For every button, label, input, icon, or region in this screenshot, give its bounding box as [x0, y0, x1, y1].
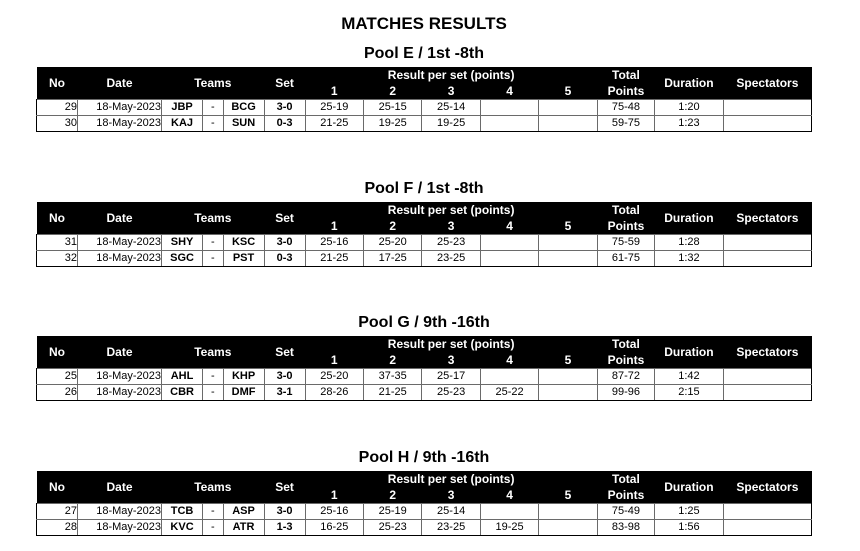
set-5-score	[539, 100, 597, 116]
header-set-1: 1	[305, 487, 363, 504]
header-set-5: 5	[539, 218, 597, 235]
pool-title: Pool F / 1st -8th	[364, 180, 484, 197]
results-table	[36, 67, 812, 132]
match-row	[37, 504, 812, 520]
header-duration: Duration	[655, 67, 724, 100]
header-set: Set	[264, 67, 305, 100]
home-team: CBR	[162, 385, 203, 401]
match-date: 18-May-2023	[78, 385, 162, 401]
match-duration: 1:28	[655, 235, 724, 251]
header-date: Date	[78, 336, 162, 369]
header-set-3: 3	[422, 218, 480, 235]
header-row-top	[37, 471, 812, 487]
set-5-score	[539, 369, 597, 385]
header-set-4: 4	[480, 83, 538, 100]
away-team: ASP	[223, 504, 264, 520]
pool-title: Pool H / 9th -16th	[358, 449, 490, 466]
set-4-score	[480, 116, 538, 132]
header-result-per-set: Result per set (points)	[305, 202, 597, 218]
set-2-score: 25-19	[363, 504, 421, 520]
header-no: No	[37, 67, 78, 100]
spectators-count	[723, 385, 811, 401]
home-team: KAJ	[162, 116, 203, 132]
team-separator: -	[203, 504, 224, 520]
match-duration: 1:42	[655, 369, 724, 385]
set-5-score	[539, 385, 597, 401]
match-date: 18-May-2023	[78, 100, 162, 116]
set-4-score	[480, 100, 538, 116]
spectators-count	[723, 520, 811, 536]
header-total-line1: Total	[597, 471, 654, 487]
team-separator: -	[203, 235, 224, 251]
header-no: No	[37, 202, 78, 235]
pool-title: Pool E / 1st -8th	[363, 45, 484, 62]
set-result: 0-3	[264, 116, 305, 132]
header-spectators: Spectators	[723, 67, 811, 100]
header-set-1: 1	[305, 218, 363, 235]
away-team: ATR	[223, 520, 264, 536]
header-set-1: 1	[305, 83, 363, 100]
set-3-score: 25-14	[422, 100, 480, 116]
header-set-4: 4	[480, 218, 538, 235]
match-duration: 1:56	[655, 520, 724, 536]
results-table	[36, 336, 812, 401]
match-date: 18-May-2023	[78, 251, 162, 267]
set-3-score: 25-23	[422, 235, 480, 251]
header-total-line2: Points	[597, 352, 654, 369]
header-duration: Duration	[655, 336, 724, 369]
header-set-5: 5	[539, 352, 597, 369]
team-separator: -	[203, 520, 224, 536]
set-2-score: 25-15	[363, 100, 421, 116]
set-result: 1-3	[264, 520, 305, 536]
header-set-5: 5	[539, 83, 597, 100]
header-row-top	[37, 67, 812, 83]
home-team: AHL	[162, 369, 203, 385]
match-number: 28	[37, 520, 78, 536]
match-date: 18-May-2023	[78, 369, 162, 385]
header-total-line1: Total	[597, 336, 654, 352]
header-set-3: 3	[422, 83, 480, 100]
header-teams: Teams	[162, 336, 265, 369]
results-body	[37, 369, 812, 401]
match-row	[37, 385, 812, 401]
set-result: 0-3	[264, 251, 305, 267]
header-date: Date	[78, 471, 162, 504]
match-date: 18-May-2023	[78, 520, 162, 536]
header-date: Date	[78, 202, 162, 235]
home-team: JBP	[162, 100, 203, 116]
away-team: KHP	[223, 369, 264, 385]
spectators-count	[723, 116, 811, 132]
set-5-score	[539, 116, 597, 132]
header-spectators: Spectators	[723, 336, 811, 369]
set-3-score: 25-23	[422, 385, 480, 401]
total-points: 87-72	[597, 369, 654, 385]
header-set-4: 4	[480, 487, 538, 504]
header-set: Set	[264, 336, 305, 369]
results-body	[37, 235, 812, 267]
match-duration: 1:20	[655, 100, 724, 116]
set-3-score: 23-25	[422, 251, 480, 267]
away-team: DMF	[223, 385, 264, 401]
total-points: 99-96	[597, 385, 654, 401]
results-table	[36, 471, 812, 536]
set-3-score: 23-25	[422, 520, 480, 536]
header-row-top	[37, 336, 812, 352]
header-set-2: 2	[363, 487, 421, 504]
match-row	[37, 116, 812, 132]
spectators-count	[723, 100, 811, 116]
match-row	[37, 235, 812, 251]
set-1-score: 28-26	[305, 385, 363, 401]
away-team: SUN	[223, 116, 264, 132]
total-points: 75-48	[597, 100, 654, 116]
match-date: 18-May-2023	[78, 116, 162, 132]
home-team: SHY	[162, 235, 203, 251]
match-number: 25	[37, 369, 78, 385]
header-date: Date	[78, 67, 162, 100]
results-body	[37, 504, 812, 536]
header-no: No	[37, 471, 78, 504]
total-points: 83-98	[597, 520, 654, 536]
spectators-count	[723, 504, 811, 520]
match-row	[37, 100, 812, 116]
set-2-score: 21-25	[363, 385, 421, 401]
set-result: 3-0	[264, 100, 305, 116]
header-set-2: 2	[363, 218, 421, 235]
set-4-score: 25-22	[480, 385, 538, 401]
header-set: Set	[264, 202, 305, 235]
set-2-score: 25-23	[363, 520, 421, 536]
match-number: 27	[37, 504, 78, 520]
away-team: KSC	[223, 235, 264, 251]
header-row-top	[37, 202, 812, 218]
set-1-score: 21-25	[305, 116, 363, 132]
match-row	[37, 369, 812, 385]
match-number: 26	[37, 385, 78, 401]
total-points: 75-49	[597, 504, 654, 520]
results-table	[36, 202, 812, 267]
header-total-line2: Points	[597, 83, 654, 100]
match-number: 32	[37, 251, 78, 267]
set-3-score: 25-14	[422, 504, 480, 520]
header-set-4: 4	[480, 352, 538, 369]
away-team: BCG	[223, 100, 264, 116]
header-set-1: 1	[305, 352, 363, 369]
away-team: PST	[223, 251, 264, 267]
header-set-5: 5	[539, 487, 597, 504]
set-1-score: 21-25	[305, 251, 363, 267]
team-separator: -	[203, 116, 224, 132]
total-points: 61-75	[597, 251, 654, 267]
header-spectators: Spectators	[723, 202, 811, 235]
team-separator: -	[203, 100, 224, 116]
set-5-score	[539, 235, 597, 251]
match-duration: 1:32	[655, 251, 724, 267]
match-row	[37, 251, 812, 267]
set-1-score: 16-25	[305, 520, 363, 536]
header-total-line1: Total	[597, 202, 654, 218]
pool-title: Pool G / 9th -16th	[358, 314, 490, 331]
header-total-line2: Points	[597, 218, 654, 235]
set-4-score: 19-25	[480, 520, 538, 536]
match-duration: 2:15	[655, 385, 724, 401]
spectators-count	[723, 235, 811, 251]
total-points: 59-75	[597, 116, 654, 132]
header-result-per-set: Result per set (points)	[305, 336, 597, 352]
match-row	[37, 520, 812, 536]
header-set-2: 2	[363, 352, 421, 369]
set-4-score	[480, 369, 538, 385]
set-1-score: 25-20	[305, 369, 363, 385]
header-total-line1: Total	[597, 67, 654, 83]
results-body	[37, 100, 812, 132]
team-separator: -	[203, 251, 224, 267]
spectators-count	[723, 251, 811, 267]
set-5-score	[539, 504, 597, 520]
home-team: SGC	[162, 251, 203, 267]
home-team: KVC	[162, 520, 203, 536]
header-teams: Teams	[162, 202, 265, 235]
set-result: 3-0	[264, 504, 305, 520]
set-2-score: 25-20	[363, 235, 421, 251]
page-title: MATCHES RESULTS	[341, 14, 507, 33]
set-3-score: 19-25	[422, 116, 480, 132]
set-5-score	[539, 251, 597, 267]
header-set-2: 2	[363, 83, 421, 100]
header-set-3: 3	[422, 352, 480, 369]
header-duration: Duration	[655, 471, 724, 504]
header-duration: Duration	[655, 202, 724, 235]
set-4-score	[480, 235, 538, 251]
header-set-3: 3	[422, 487, 480, 504]
match-number: 31	[37, 235, 78, 251]
header-spectators: Spectators	[723, 471, 811, 504]
header-result-per-set: Result per set (points)	[305, 67, 597, 83]
match-number: 30	[37, 116, 78, 132]
set-5-score	[539, 520, 597, 536]
team-separator: -	[203, 369, 224, 385]
spectators-count	[723, 369, 811, 385]
set-result: 3-1	[264, 385, 305, 401]
header-teams: Teams	[162, 67, 265, 100]
team-separator: -	[203, 385, 224, 401]
match-duration: 1:25	[655, 504, 724, 520]
set-4-score	[480, 251, 538, 267]
set-1-score: 25-16	[305, 235, 363, 251]
set-2-score: 19-25	[363, 116, 421, 132]
header-result-per-set: Result per set (points)	[305, 471, 597, 487]
match-number: 29	[37, 100, 78, 116]
set-result: 3-0	[264, 369, 305, 385]
match-date: 18-May-2023	[78, 235, 162, 251]
match-duration: 1:23	[655, 116, 724, 132]
header-no: No	[37, 336, 78, 369]
set-3-score: 25-17	[422, 369, 480, 385]
set-1-score: 25-16	[305, 504, 363, 520]
match-date: 18-May-2023	[78, 504, 162, 520]
set-2-score: 37-35	[363, 369, 421, 385]
set-2-score: 17-25	[363, 251, 421, 267]
total-points: 75-59	[597, 235, 654, 251]
header-total-line2: Points	[597, 487, 654, 504]
header-teams: Teams	[162, 471, 265, 504]
set-1-score: 25-19	[305, 100, 363, 116]
set-4-score	[480, 504, 538, 520]
set-result: 3-0	[264, 235, 305, 251]
home-team: TCB	[162, 504, 203, 520]
header-set: Set	[264, 471, 305, 504]
